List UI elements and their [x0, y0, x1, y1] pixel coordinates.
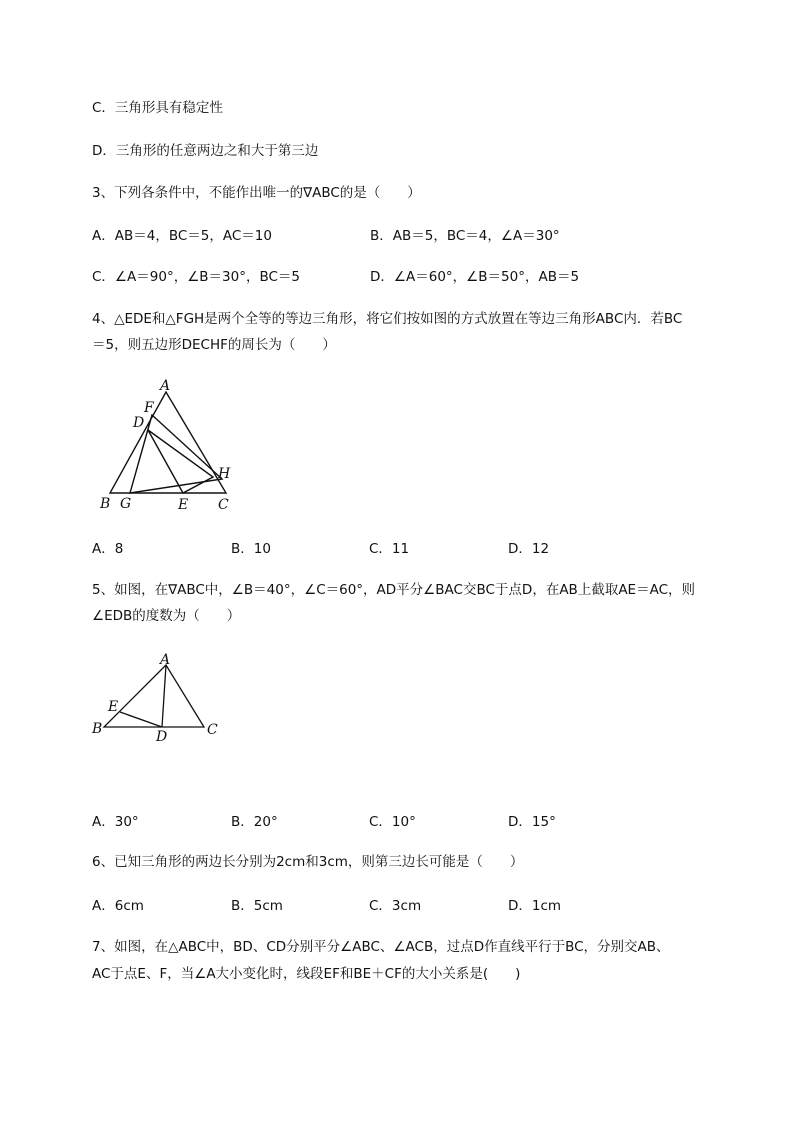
q5-option-a: A．30°	[92, 814, 139, 830]
q5-segment-ed	[120, 712, 162, 727]
q4-label-f: F	[144, 400, 154, 416]
q5-label-d: D	[156, 729, 168, 745]
q7-stem-line2: AC于点E、F，当∠A大小变化时，线段EF和BE＋CF的大小关系是( )	[92, 966, 521, 982]
q4-label-e: E	[178, 497, 189, 513]
q4-stem-line2: ＝5，则五边形DECHF的周长为（ ）	[92, 337, 336, 353]
q2-option-d: D．三角形的任意两边之和大于第三边	[92, 143, 319, 159]
q5-label-e: E	[108, 699, 119, 715]
q5-label-b: B	[92, 721, 103, 737]
q5-triangle-abc	[104, 665, 204, 727]
q6-stem: 6、已知三角形的两边长分别为2cm和3cm，则第三边长可能是（ ）	[92, 854, 524, 870]
q6-option-a: A．6cm	[92, 898, 144, 914]
q6-option-b: B．5cm	[231, 898, 283, 914]
q4-option-b: B．10	[231, 541, 271, 557]
q5-stem-line1: 5、如图，在∇ABC中，∠B＝40°，∠C＝60°，AD平分∠BAC交BC于点D，在AB上截取AE＝AC，则	[92, 582, 696, 598]
q4-label-b: B	[100, 496, 111, 512]
q4-option-d: D．12	[508, 541, 550, 557]
q5-option-b: B．20°	[231, 814, 278, 830]
q4-option-c: C．11	[369, 541, 410, 557]
q4-option-a: A．8	[92, 541, 124, 557]
q5-option-c: C．10°	[369, 814, 416, 830]
q4-label-h: H	[218, 466, 231, 482]
q3-stem: 3、下列各条件中，不能作出唯一的∇ABC的是（ ）	[92, 185, 421, 201]
q3-option-c: C．∠A＝90°，∠B＝30°，BC＝5	[92, 269, 301, 285]
q6-option-d: D．1cm	[508, 898, 562, 914]
q3-option-d: D．∠A＝60°，∠B＝50°，AB＝5	[370, 269, 580, 285]
q6-option-c: C．3cm	[369, 898, 422, 914]
q5-label-c: C	[207, 722, 218, 738]
q2-option-c: C．三角形具有稳定性	[92, 100, 223, 116]
q4-stem-line1: 4、△EDE和△FGH是两个全等的等边三角形，将它们按如图的方式放置在等边三角形ABC内．若BC	[92, 311, 683, 327]
q4-label-c: C	[218, 497, 229, 513]
q7-stem-line1: 7、如图，在△ABC中，BD、CD分别平分∠ABC、∠ACB，过点D作直线平行于BC，分别交AB、	[92, 939, 670, 955]
q4-label-a: A	[160, 378, 171, 394]
q3-option-b: B．AB＝5，BC＝4，∠A＝30°	[370, 228, 560, 244]
q5-segment-ad	[162, 665, 166, 727]
q5-label-a: A	[160, 652, 171, 668]
q5-stem-line2: ∠EDB的度数为（ ）	[92, 608, 241, 624]
q4-label-g: G	[120, 496, 132, 512]
q4-label-d: D	[133, 415, 145, 431]
q5-option-d: D．15°	[508, 814, 556, 830]
q3-option-a: A．AB＝4，BC＝5，AC＝10	[92, 228, 272, 244]
